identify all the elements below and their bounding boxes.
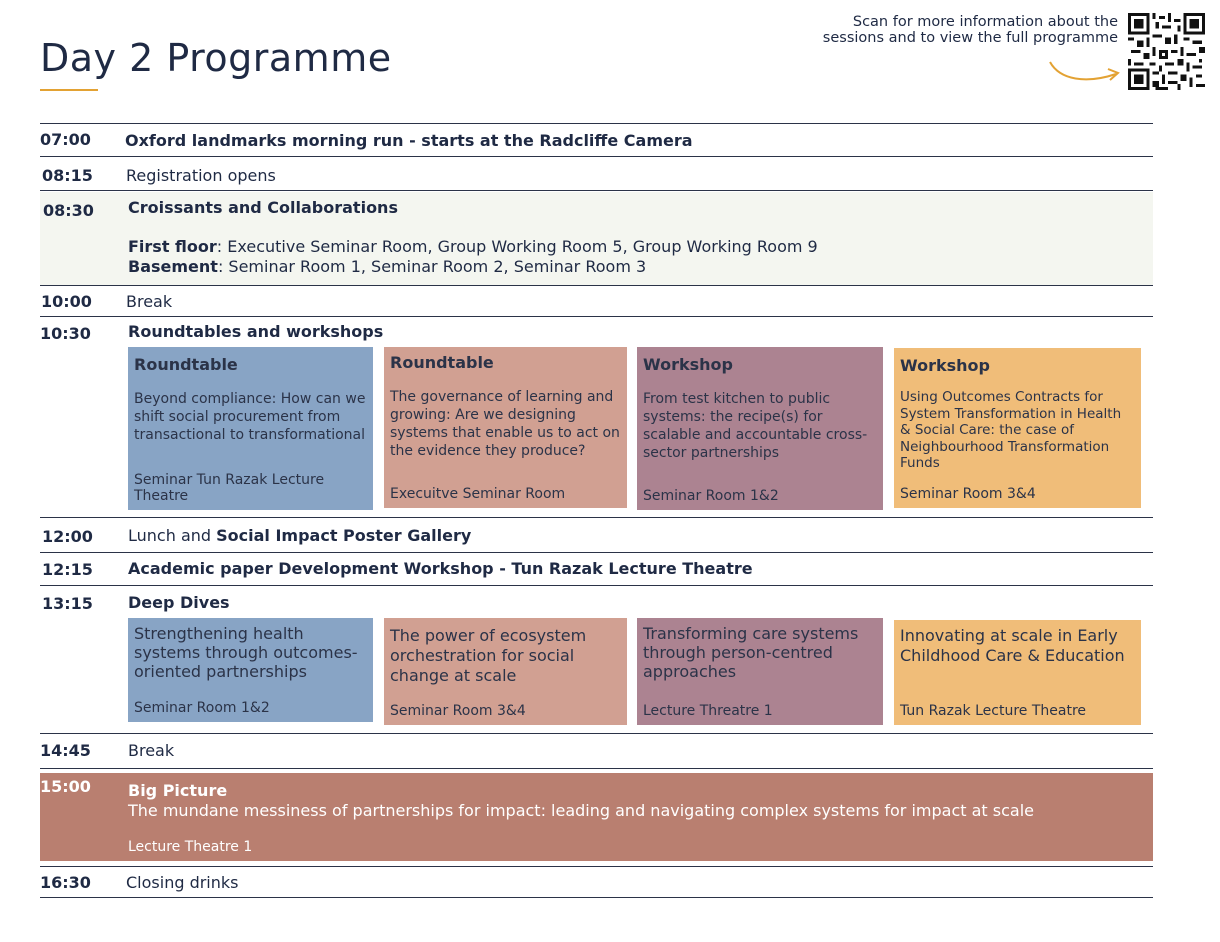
basement-label: Basement [128,257,218,276]
big-picture-description: The mundane messiness of partnerships for impact: leading and navigating complex systems for impact at scale [128,801,1035,820]
deep-dive-room: Seminar Room 1&2 [134,700,270,716]
session-card[interactable] [384,347,627,508]
deep-dive-card[interactable] [384,618,627,725]
time-1500: 15:00 [40,777,91,796]
deep-dive-card[interactable] [637,618,883,725]
qr-code-icon[interactable] [1128,13,1205,90]
time-1215: 12:15 [42,560,93,579]
session-card[interactable] [637,347,883,510]
deep-dive-description: Strengthening health systems through outcomes-oriented partnerships [134,624,358,681]
session-room: Seminar Room 3&4 [900,486,1036,502]
session-card[interactable] [894,348,1141,508]
deep-dive-description: Transforming care systems through person-centred approaches [643,624,859,681]
first-floor-label: First floor [128,237,217,256]
divider [40,123,1153,124]
time-1445: 14:45 [40,741,91,760]
poster-gallery: Social Impact Poster Gallery [216,526,472,545]
basement-line [128,257,646,276]
lunch-text [128,526,471,545]
qr-note-line-1: Scan for more information about the [852,14,1118,30]
qr-note-line-2: sessions and to view the full programme [822,30,1118,46]
session-description: Beyond compliance: How can we shift social procurement from transactional to transformational [134,391,366,443]
time-1315: 13:15 [42,594,93,613]
session-type: Workshop [643,355,733,374]
session-type: Roundtable [134,355,238,374]
deep-dive-card[interactable] [128,618,373,722]
deep-dive-room: Seminar Room 3&4 [390,703,526,719]
divider [40,866,1153,867]
academic-workshop-text: Academic paper Development Workshop - Tun Razak Lecture Theatre [128,559,753,578]
time-1630: 16:30 [40,873,91,892]
deep-dives-title: Deep Dives [128,593,230,612]
session-card[interactable] [128,347,373,510]
session-room: Execuitve Seminar Room [390,486,566,502]
closing-drinks-text: Closing drinks [126,873,239,892]
registration-text: Registration opens [126,166,276,185]
basement-rooms: : Seminar Room 1, Seminar Room 2, Seminar Room 3 [217,257,647,276]
deep-dive-room: Lecture Threatre 1 [643,703,773,719]
time-0815: 08:15 [42,166,93,185]
time-0830: 08:30 [43,201,94,220]
session-description: The governance of learning and growing: Are we designing systems that enable us to act on the evidence they produce? [390,389,620,459]
qr-note [818,14,1118,46]
deep-dive-description: Innovating at scale in Early Childhood Care & Education [900,626,1125,665]
deep-dive-card[interactable] [894,620,1141,725]
lunch-plain: Lunch and [128,526,217,545]
divider [40,285,1153,286]
divider [40,768,1153,769]
divider [40,190,1153,191]
time-1200: 12:00 [42,527,93,546]
divider [40,552,1153,553]
deep-dive-room: Tun Razak Lecture Theatre [900,703,1087,719]
break-text: Break [126,292,173,311]
session-description: From test kitchen to public systems: the recipe(s) for scalable and accountable cross-sector partnerships [643,391,868,461]
session-room: Seminar Tun Razak Lecture Theatre [134,472,325,504]
big-picture-title: Big Picture [128,781,228,800]
divider [40,517,1153,518]
session-type: Roundtable [390,353,494,372]
roundtables-title: Roundtables and workshops [128,322,384,341]
time-1000: 10:00 [41,292,92,311]
deep-dive-description: The power of ecosystem orchestration for social change at scale [390,626,587,685]
big-picture-room: Lecture Theatre 1 [128,839,253,855]
divider [40,156,1153,157]
curved-arrow-icon [1046,58,1122,88]
croissants-title: Croissants and Collaborations [128,198,398,217]
break-text: Break [128,741,175,760]
divider [40,585,1153,586]
morning-run-text: Oxford landmarks morning run - starts at the Radcliffe Camera [125,131,693,150]
divider [40,733,1153,734]
big-picture-banner[interactable] [40,773,1153,861]
title-underline [40,89,98,91]
page-title: Day 2 Programme [40,36,392,80]
session-room: Seminar Room 1&2 [643,488,779,504]
session-description: Using Outcomes Contracts for System Transformation in Health & Social Care: the case of Neighbourhood Transformation Funds [900,389,1122,471]
session-type: Workshop [900,356,990,375]
divider [40,897,1153,898]
time-0700: 07:00 [40,130,91,149]
first-floor-rooms: : Executive Seminar Room, Group Working Room 5, Group Working Room 9 [216,237,818,256]
divider [40,316,1153,317]
first-floor-line [128,237,818,256]
time-1030: 10:30 [40,324,91,343]
